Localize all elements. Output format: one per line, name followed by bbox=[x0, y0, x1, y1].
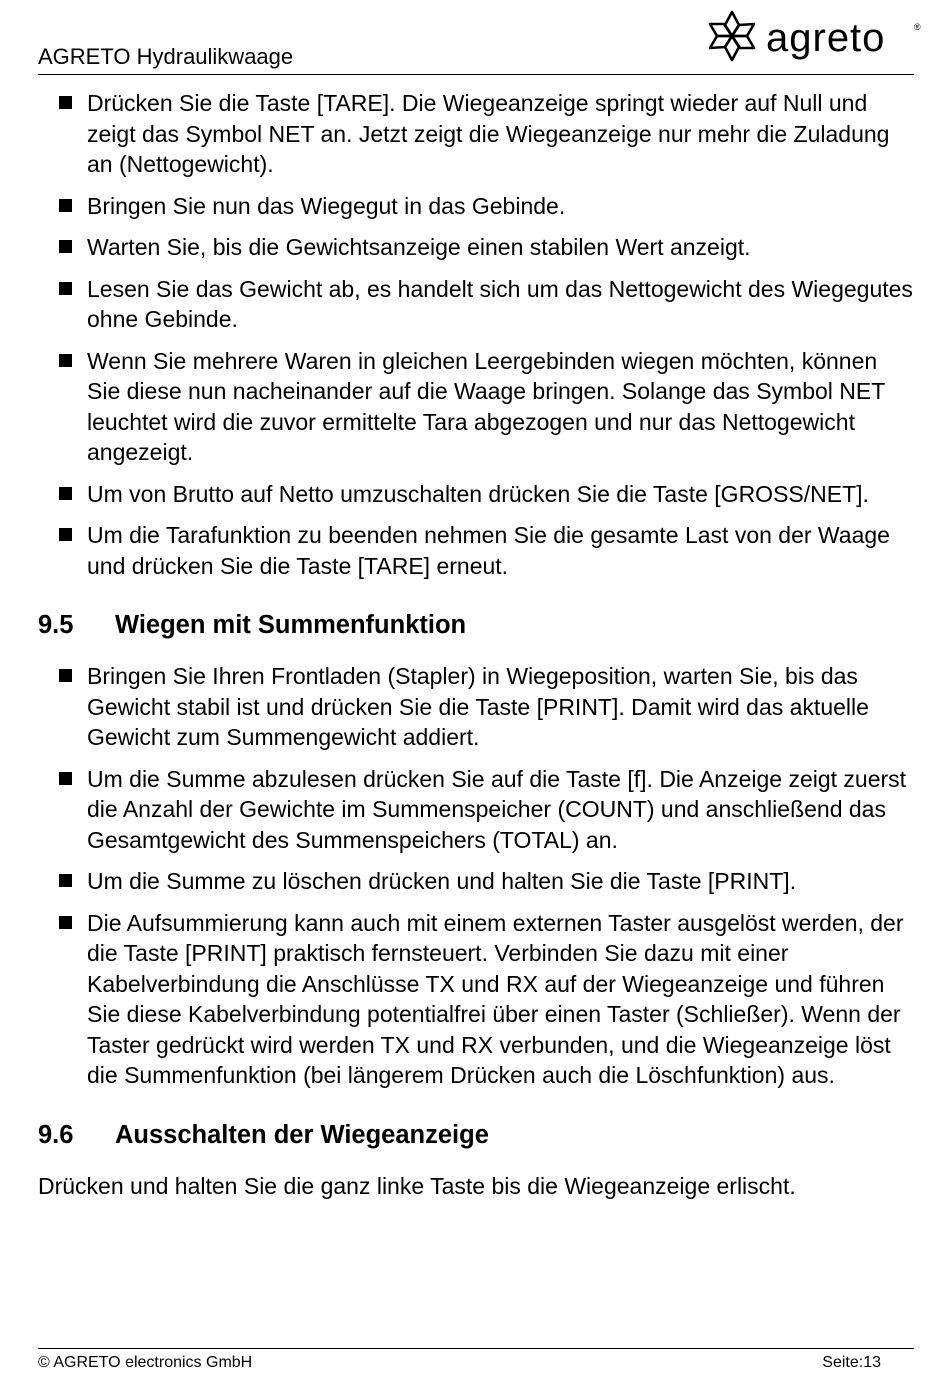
footer-divider bbox=[38, 1348, 914, 1349]
list-item-text: Um die Tarafunktion zu beenden nehmen Sie die gesamte Last von der Waage und drücken Sie die Taste [TARE] erneut. bbox=[87, 522, 890, 579]
square-bullet-icon bbox=[59, 874, 72, 887]
agreto-logo bbox=[704, 8, 926, 66]
list-item-text: Die Aufsummierung kann auch mit einem externen Taster ausgelöst werden, der die Taste [PRINT] praktisch fernsteuert. Verbinden Sie dazu mit einer Kabelverbindung die Anschlüsse TX und RX auf der Wiegeanzeige und führen Sie diese Kabelverbindung potentialfrei über einen Taster (Schließer). Wenn der Taster gedrückt wird werden TX und RX verbunden, und die Wiegeanzeige löst die Summenfunktion (bei längerem Drücken auch die Löschfunktion) aus. bbox=[87, 909, 904, 1088]
square-bullet-icon bbox=[59, 240, 72, 253]
list-item bbox=[38, 191, 914, 222]
list-item-text: Warten Sie, bis die Gewichtsanzeige einen stabilen Wert anzeigt. bbox=[87, 234, 751, 260]
section-heading-9-6 bbox=[38, 1119, 914, 1151]
list-item-text: Bringen Sie Ihren Frontladen (Stapler) in Wiegeposition, warten Sie, bis das Gewicht stabil ist und drücken Sie die Taste [PRINT]. Damit wird das aktuelle Gewicht zum Summengewicht addiert. bbox=[87, 663, 869, 750]
page-content bbox=[38, 88, 914, 1201]
square-bullet-icon bbox=[59, 96, 72, 109]
list-item bbox=[38, 908, 914, 1091]
list-item-text: Bringen Sie nun das Wiegegut in das Gebinde. bbox=[87, 192, 566, 219]
logo-wordmark: agreto bbox=[766, 16, 886, 60]
square-bullet-icon bbox=[59, 487, 72, 500]
list-item bbox=[38, 520, 914, 581]
header-title: AGRETO Hydraulikwaage bbox=[38, 44, 294, 69]
list-item-text: Um die Summe zu löschen drücken und halten Sie die Taste [PRINT]. bbox=[87, 868, 797, 894]
list-item-text: Um von Brutto auf Netto umzuschalten drücken Sie die Taste [GROSS/NET]. bbox=[87, 480, 869, 507]
registered-mark: ® bbox=[914, 22, 921, 32]
list-item bbox=[38, 866, 914, 897]
bullet-list-summation bbox=[38, 661, 914, 1091]
square-bullet-icon bbox=[59, 772, 72, 785]
list-item-text: Wenn Sie mehrere Waren in gleichen Leergebinden wiegen möchten, können Sie diese nun nacheinander auf die Waage bringen. Solange das Symbol NET leuchtet wird die zuvor ermittelte Tara abgezogen und nur das Nettogewicht angezeigt. bbox=[87, 347, 885, 465]
square-bullet-icon bbox=[59, 354, 72, 367]
list-item-text: Lesen Sie das Gewicht ab, es handelt sich um das Nettogewicht des Wiegegutes ohne Gebinde. bbox=[87, 275, 913, 332]
section-paragraph: Drücken und halten Sie die ganz linke Taste bis die Wiegeanzeige erlischt. bbox=[38, 1172, 796, 1199]
section-title: Ausschalten der Wiegeanzeige bbox=[115, 1120, 489, 1149]
bullet-list-tare bbox=[38, 88, 914, 581]
list-item bbox=[38, 232, 914, 263]
list-item bbox=[38, 661, 914, 753]
square-bullet-icon bbox=[59, 282, 72, 295]
list-item bbox=[38, 764, 914, 856]
section-title: Wiegen mit Summenfunktion bbox=[115, 611, 467, 639]
flower-logo-icon bbox=[704, 8, 760, 64]
section-number: 9.5 bbox=[38, 611, 74, 639]
square-bullet-icon bbox=[59, 199, 72, 212]
square-bullet-icon bbox=[59, 669, 72, 682]
list-item bbox=[38, 88, 914, 180]
header-divider bbox=[38, 74, 914, 75]
square-bullet-icon bbox=[59, 528, 72, 541]
section-number: 9.6 bbox=[38, 1120, 74, 1149]
list-item bbox=[38, 479, 914, 510]
list-item bbox=[38, 346, 914, 468]
list-item-text: Drücken Sie die Taste [TARE]. Die Wiegeanzeige springt wieder auf Null und zeigt das Symbol NET an. Jetzt zeigt die Wiegeanzeige nur mehr die Zuladung an (Nettogewicht). bbox=[87, 90, 890, 177]
list-item bbox=[38, 274, 914, 335]
square-bullet-icon bbox=[59, 916, 72, 929]
section-heading-9-5 bbox=[38, 609, 914, 641]
page-number: Seite:13 bbox=[822, 1354, 881, 1371]
footer-copyright: © AGRETO electronics GmbH bbox=[38, 1354, 253, 1371]
list-item-text: Um die Summe abzulesen drücken Sie auf die Taste [f]. Die Anzeige zeigt zuerst die Anzahl der Gewichte im Summenspeicher (COUNT) und anschließend das Gesamtgewicht des Summenspeichers (TOTAL) an. bbox=[87, 765, 907, 853]
